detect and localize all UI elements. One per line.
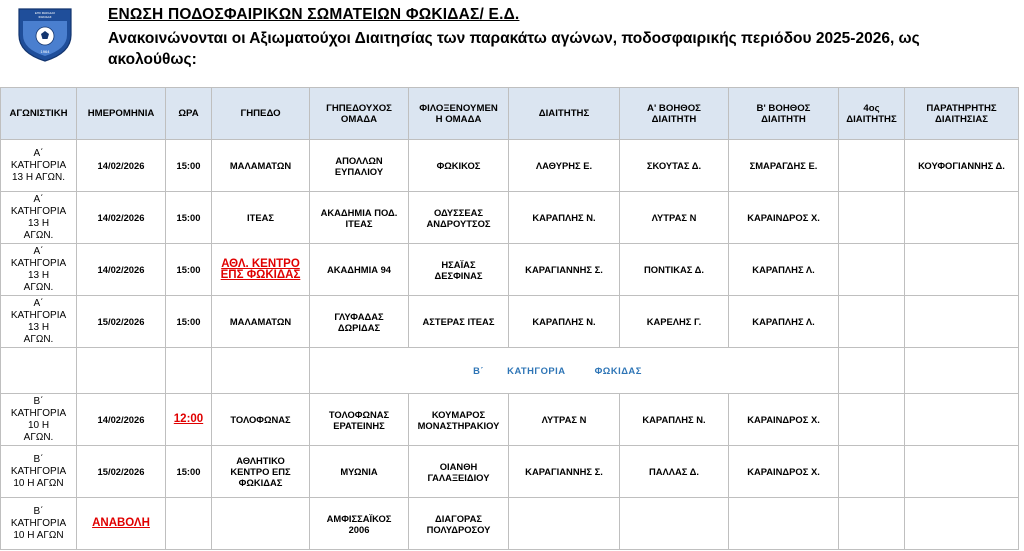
assistant-1-cell: ΠΑΛΛΑΣ Δ. <box>620 446 729 498</box>
column-header: ΓΗΠΕΔΟ <box>212 88 310 140</box>
column-header: ΩΡΑ <box>166 88 212 140</box>
fourth-official-cell <box>839 296 905 348</box>
home-team-cell: ΑΠΟΛΛΩΝ ΕΥΠΑΛΙΟΥ <box>310 140 409 192</box>
date-cell: 14/02/2026 <box>77 394 166 446</box>
fourth-official-cell <box>839 192 905 244</box>
column-header: ΔΙΑΙΤΗΤΗΣ <box>509 88 620 140</box>
column-header: Β' ΒΟΗΘΟΣ ΔΙΑΙΤΗΤΗ <box>729 88 839 140</box>
home-team-cell: ΑΚΑΔΗΜΙΑ ΠΟΔ. ΙΤΕΑΣ <box>310 192 409 244</box>
column-header: Α' ΒΟΗΘΟΣ ΔΙΑΙΤΗΤΗ <box>620 88 729 140</box>
referee-cell: ΚΑΡΑΓΙΑΝΝΗΣ Σ. <box>509 244 620 296</box>
fourth-official-cell <box>839 498 905 550</box>
pitch-cell: ΜΑΛΑΜΑΤΩΝ <box>212 140 310 192</box>
referee-cell <box>509 498 620 550</box>
referee-cell: ΚΑΡΑΠΛΗΣ Ν. <box>509 296 620 348</box>
observer-cell <box>905 446 1019 498</box>
referee-assignments-table <box>0 87 1019 550</box>
home-team-cell: ΓΛΥΦΑΔΑΣ ΔΩΡΙΔΑΣ <box>310 296 409 348</box>
date-cell: 15/02/2026 <box>77 446 166 498</box>
column-header: ΠΑΡΑΤΗΡΗΤΗΣ ΔΙΑΙΤΗΣΙΑΣ <box>905 88 1019 140</box>
observer-cell <box>905 498 1019 550</box>
assistant-2-cell: ΚΑΡΑΙΝΔΡΟΣ Χ. <box>729 446 839 498</box>
table-row <box>1 244 1019 296</box>
pitch-cell <box>212 498 310 550</box>
table-row <box>1 394 1019 446</box>
table-row <box>1 140 1019 192</box>
date-cell: 14/02/2026 <box>77 140 166 192</box>
away-team-cell: ΗΣΑΪΑΣ ΔΕΣΦΙΝΑΣ <box>409 244 509 296</box>
home-team-cell: ΜΥΩΝΙΑ <box>310 446 409 498</box>
pitch-cell: ΤΟΛΟΦΩΝΑΣ <box>212 394 310 446</box>
document-title: ΕΝΩΣΗ ΠΟΔΟΣΦΑΙΡΙΚΩΝ ΣΩΜΑΤΕΙΩΝ ΦΩΚΙΔΑΣ/ Ε.Δ. <box>108 6 520 23</box>
postponed-label: ΑΝΑΒΟΛΗ <box>77 498 166 550</box>
column-header: 4ος ΔΙΑΙΤΗΤΗΣ <box>839 88 905 140</box>
pitch-cell: ΙΤΕΑΣ <box>212 192 310 244</box>
time-cell: 15:00 <box>166 140 212 192</box>
svg-text:ΦΩΚΙΔΑΣ: ΦΩΚΙΔΑΣ <box>38 15 52 19</box>
column-header: ΑΓΩΝΙΣΤΙΚΗ <box>1 88 77 140</box>
round-cell: Α΄ ΚΑΤΗΓΟΡΙΑ 13 Η ΑΓΩΝ. <box>1 192 77 244</box>
pitch-cell: ΑΘΛΗΤΙΚΟ ΚΕΝΤΡΟ ΕΠΣ ΦΩΚΙΔΑΣ <box>212 446 310 498</box>
assistant-2-cell <box>729 498 839 550</box>
section-b-title: Β΄ ΚΑΤΗΓΟΡΙΑ ΦΩΚΙΔΑΣ <box>409 348 729 394</box>
observer-cell <box>905 244 1019 296</box>
time-cell <box>166 498 212 550</box>
observer-cell: ΚΟΥΦΟΓΙΑΝΝΗΣ Δ. <box>905 140 1019 192</box>
home-team-cell: ΤΟΛΟΦΩΝΑΣ ΕΡΑΤΕΙΝΗΣ <box>310 394 409 446</box>
assistant-1-cell: ΚΑΡΕΛΗΣ Γ. <box>620 296 729 348</box>
away-team-cell: ΦΩΚΙΚΟΣ <box>409 140 509 192</box>
document-subtitle: Ανακοινώνονται οι Αξιωματούχοι Διαιτησίας των παρακάτω αγώνων, ποδοσφαιρικής περιόδου 2025-2026, ως ακολούθως: <box>108 30 920 68</box>
assistant-1-cell: ΛΥΤΡΑΣ Ν <box>620 192 729 244</box>
assistant-1-cell: ΣΚΟΥΤΑΣ Δ. <box>620 140 729 192</box>
column-header: ΦΙΛΟΞΕΝΟΥΜΕΝ Η ΟΜΑΔΑ <box>409 88 509 140</box>
svg-text:ΕΠΣ ΦΩΚΙΔΑΣ: ΕΠΣ ΦΩΚΙΔΑΣ <box>34 11 56 15</box>
assistant-1-cell <box>620 498 729 550</box>
time-cell: 15:00 <box>166 192 212 244</box>
date-cell: 14/02/2026 <box>77 244 166 296</box>
time-cell-highlighted: 12:00 <box>166 394 212 446</box>
column-header: ΓΗΠΕΔΟΥΧΟΣ ΟΜΑΔΑ <box>310 88 409 140</box>
pitch-cell-highlighted: ΑΘΛ. ΚΕΝΤΡΟ ΕΠΣ ΦΩΚΙΔΑΣ <box>212 244 310 296</box>
assistant-2-cell: ΚΑΡΑΙΝΔΡΟΣ Χ. <box>729 192 839 244</box>
referee-cell: ΚΑΡΑΓΙΑΝΝΗΣ Σ. <box>509 446 620 498</box>
fourth-official-cell <box>839 140 905 192</box>
time-cell: 15:00 <box>166 296 212 348</box>
observer-cell <box>905 296 1019 348</box>
away-team-cell: ΟΔΥΣΣΕΑΣ ΑΝΔΡΟΥΤΣΟΣ <box>409 192 509 244</box>
table-header-row <box>1 88 1019 140</box>
assistant-2-cell: ΚΑΡΑΠΛΗΣ Λ. <box>729 244 839 296</box>
fourth-official-cell <box>839 446 905 498</box>
home-team-cell: ΑΚΑΔΗΜΙΑ 94 <box>310 244 409 296</box>
observer-cell <box>905 192 1019 244</box>
assistant-1-cell: ΠΟΝΤΙΚΑΣ Δ. <box>620 244 729 296</box>
table-row <box>1 296 1019 348</box>
section-header-row <box>1 348 1019 394</box>
svg-text:1964: 1964 <box>40 49 50 54</box>
table-row <box>1 192 1019 244</box>
round-cell: Α΄ ΚΑΤΗΓΟΡΙΑ 13 Η ΑΓΩΝ. <box>1 140 77 192</box>
fourth-official-cell <box>839 244 905 296</box>
away-team-cell: ΟΙΑΝΘΗ ΓΑΛΑΞΕΙΔΙΟΥ <box>409 446 509 498</box>
date-cell: 15/02/2026 <box>77 296 166 348</box>
round-cell: Β΄ ΚΑΤΗΓΟΡΙΑ 10 Η ΑΓΩΝ <box>1 498 77 550</box>
assistant-2-cell: ΚΑΡΑΠΛΗΣ Λ. <box>729 296 839 348</box>
observer-cell <box>905 394 1019 446</box>
football-association-logo <box>15 5 75 63</box>
time-cell: 15:00 <box>166 446 212 498</box>
fourth-official-cell <box>839 394 905 446</box>
date-cell: 14/02/2026 <box>77 192 166 244</box>
column-header: ΗΜΕΡΟΜΗΝΙΑ <box>77 88 166 140</box>
away-team-cell: ΔΙΑΓΟΡΑΣ ΠΟΛΥΔΡΟΣΟΥ <box>409 498 509 550</box>
assistant-1-cell: ΚΑΡΑΠΛΗΣ Ν. <box>620 394 729 446</box>
assistant-2-cell: ΚΑΡΑΙΝΔΡΟΣ Χ. <box>729 394 839 446</box>
time-cell: 15:00 <box>166 244 212 296</box>
assistant-2-cell: ΣΜΑΡΑΓΔΗΣ Ε. <box>729 140 839 192</box>
referee-cell: ΛΑΘΥΡΗΣ Ε. <box>509 140 620 192</box>
home-team-cell: ΑΜΦΙΣΣΑΪΚΟΣ 2006 <box>310 498 409 550</box>
referee-cell: ΛΥΤΡΑΣ Ν <box>509 394 620 446</box>
round-cell: Β΄ ΚΑΤΗΓΟΡΙΑ 10 Η ΑΓΩΝ. <box>1 394 77 446</box>
referee-cell: ΚΑΡΑΠΛΗΣ Ν. <box>509 192 620 244</box>
table-row <box>1 446 1019 498</box>
away-team-cell: ΑΣΤΕΡΑΣ ΙΤΕΑΣ <box>409 296 509 348</box>
round-cell: Α΄ ΚΑΤΗΓΟΡΙΑ 13 Η ΑΓΩΝ. <box>1 296 77 348</box>
pitch-cell: ΜΑΛΑΜΑΤΩΝ <box>212 296 310 348</box>
table-row <box>1 498 1019 550</box>
round-cell: Β΄ ΚΑΤΗΓΟΡΙΑ 10 Η ΑΓΩΝ <box>1 446 77 498</box>
round-cell: Α΄ ΚΑΤΗΓΟΡΙΑ 13 Η ΑΓΩΝ. <box>1 244 77 296</box>
away-team-cell: ΚΟΥΜΑΡΟΣ ΜΟΝΑΣΤΗΡΑΚΙΟΥ <box>409 394 509 446</box>
